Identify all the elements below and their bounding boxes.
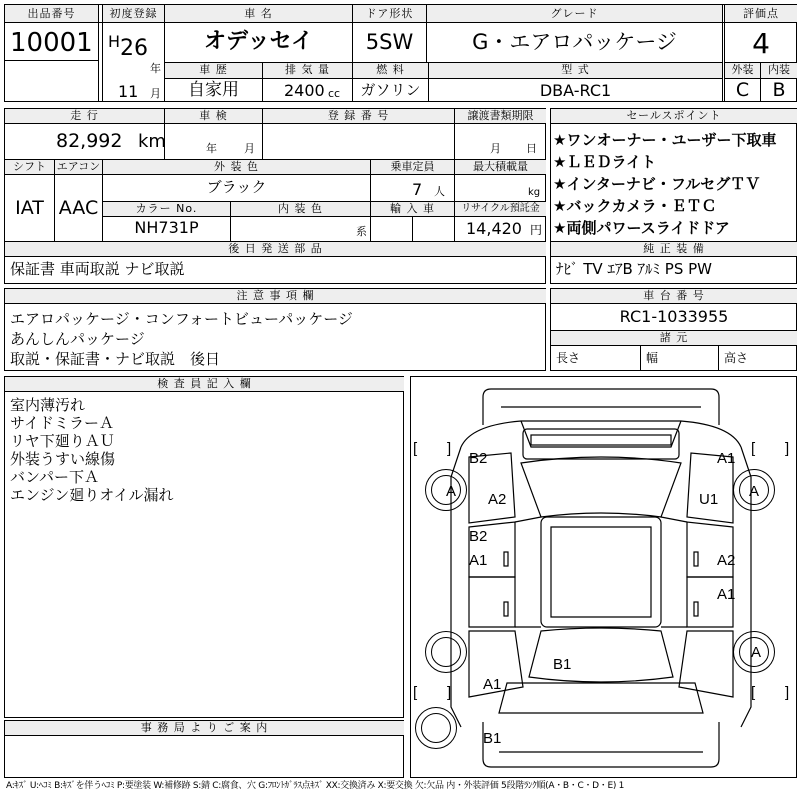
transfer-label: 譲渡書類期限	[455, 109, 546, 123]
damage-mark: B1	[553, 656, 572, 673]
model-label: 型 式	[429, 63, 722, 78]
damage-mark: A2	[717, 552, 736, 569]
line-item: ★インターナビ・フルセグＴＶ	[553, 175, 761, 193]
maxload-label: 最大積載量	[455, 160, 546, 174]
exterior-color: ブラック	[206, 178, 267, 196]
height-label: 高さ	[724, 351, 749, 365]
history-label: 車 歴	[165, 63, 262, 78]
score: 4	[752, 27, 770, 60]
line-item: サイドミラーＡ	[10, 414, 114, 432]
bracket-front-right-open: [	[751, 440, 756, 457]
bracket-rear-right-open: [	[751, 684, 756, 701]
later-parts: 保証書 車両取説 ナビ取説	[10, 260, 185, 278]
lot-no: 10001	[10, 28, 93, 58]
car-name-label: 車 名	[165, 5, 352, 22]
inspection-label: 車 検	[165, 109, 262, 123]
shift-label: シフト	[5, 160, 54, 174]
line-item: リヤ下廻りＡＵ	[10, 432, 115, 450]
score-label: 評価点	[725, 5, 797, 22]
bracket-front-right-close: ]	[785, 440, 790, 457]
car-outline-diagram	[411, 377, 796, 777]
import-label: 輸 入 車	[371, 202, 454, 216]
damage-diagram	[410, 376, 797, 778]
damage-mark: A1	[483, 676, 502, 693]
office-label: 事 務 局 よ り ご 案 内	[5, 721, 404, 735]
line-item: ★ＬＥＤライト	[553, 153, 656, 171]
intcolor-unit: 系	[356, 225, 367, 238]
damage-mark: A2	[488, 491, 507, 508]
fuel: ガソリン	[360, 81, 421, 99]
bracket-rear-right-close: ]	[785, 684, 790, 701]
exterior-label: 外装	[725, 63, 760, 78]
recycle-unit: 円	[530, 223, 543, 237]
bracket-rear-left-open: [	[413, 684, 418, 701]
transfer-day-unit: 日	[526, 142, 537, 155]
damage-mark: A1	[717, 450, 736, 467]
reg-year: 26	[120, 36, 148, 61]
line-item: 外装うすい線傷	[10, 450, 116, 468]
capacity: 7	[412, 180, 423, 199]
damage-mark: B1	[483, 730, 502, 747]
capacity-unit: 人	[434, 185, 445, 198]
width-label: 幅	[646, 351, 659, 365]
line-item: バンパー下Ａ	[10, 468, 99, 486]
line-item: 取説・保証書・ナビ取説 後日	[10, 350, 221, 368]
line-item: ★両側パワースライドドア	[553, 219, 730, 237]
capacity-label: 乗車定員	[371, 160, 454, 174]
bracket-front-left-close: ]	[447, 440, 452, 457]
ac-label: エアコン	[56, 160, 101, 173]
era: H	[108, 32, 121, 51]
lot-no-label: 出品番号	[5, 5, 98, 22]
spare-wheel-inner	[421, 713, 451, 743]
displacement-label: 排 気 量	[263, 63, 352, 78]
shift: IAT	[15, 197, 44, 219]
dims-label: 諸 元	[551, 331, 797, 345]
color-label: 外 装 色	[103, 160, 370, 174]
model-code: DBA-RC1	[539, 81, 612, 100]
inspection-month-unit: 月	[244, 142, 255, 155]
regno-label: 登 録 番 号	[263, 109, 454, 123]
damage-mark: B2	[469, 450, 488, 467]
color-number: NH731P	[134, 218, 199, 237]
wheel-rear-left-inner	[431, 637, 461, 667]
equipment-value: ﾅﾋﾞ TV ｴｱB ｱﾙﾐ PS PW	[556, 260, 712, 278]
transfer-month-unit: 月	[490, 142, 501, 155]
damage-mark: A	[751, 644, 762, 661]
damage-mark: B2	[469, 528, 488, 545]
legend: A:ｷｽﾞ U:ﾍｺﾐ B:ｷｽﾞを伴うﾍｺﾐ P:要塗装 W:補修跡 S:錆 C:腐食、穴 G:ﾌﾛﾝﾄｶﾞﾗｽ点ｷｽﾞ XX:交換済み X:要交換 欠:欠品 内・外装評価 5段階ﾗﾝｸ順(A・B・C・D・E) 1	[6, 781, 625, 791]
bracket-rear-left-close: ]	[447, 684, 452, 701]
notes-list	[10, 309, 540, 369]
mileage-label: 走 行	[5, 109, 164, 123]
damage-mark: A	[749, 483, 760, 500]
exterior-grade: C	[735, 79, 750, 101]
line-item: エアロパッケージ・コンフォートビューパッケージ	[10, 310, 353, 328]
air-conditioner: AAC	[58, 197, 99, 219]
damage-mark: A	[446, 483, 457, 500]
damage-mark: U1	[699, 491, 719, 508]
interior-label: 内装	[761, 63, 797, 78]
colorno-label: カラー No.	[103, 202, 230, 216]
damage-mark: A1	[469, 552, 488, 569]
chassis-number: RC1-1033955	[619, 307, 729, 326]
notes-label: 注 意 事 項 欄	[5, 289, 546, 303]
chassis-label: 車 台 番 号	[551, 289, 797, 303]
car-name: オデッセイ	[204, 29, 313, 54]
recycle-label: リサイクル預託金	[455, 202, 546, 216]
mileage: 82,992	[56, 130, 123, 152]
grade-label: グレード	[427, 5, 722, 22]
equipment-label: 純 正 装 備	[551, 242, 797, 256]
inspection-year-unit: 年	[206, 142, 217, 155]
maxload-unit: kg	[528, 187, 541, 198]
inspector-notes	[10, 396, 400, 504]
fuel-label: 燃 料	[353, 63, 428, 78]
interior-grade: B	[772, 79, 786, 101]
door-label: ドア形状	[353, 5, 426, 22]
later-parts-label: 後 日 発 送 部 品	[5, 242, 546, 256]
inspector-label: 検 査 員 記 入 欄	[5, 377, 404, 391]
reg-month: 11	[118, 82, 139, 101]
line-item: エンジン廻りオイル漏れ	[10, 486, 174, 504]
reg-month-unit: 月	[150, 87, 161, 100]
first-reg-label: 初度登録	[103, 5, 164, 22]
length-label: 長さ	[556, 351, 581, 365]
line-item: 室内薄汚れ	[10, 396, 86, 414]
grade: G・エアロパッケージ	[472, 30, 677, 54]
line-item: あんしんパッケージ	[10, 330, 145, 348]
bracket-front-left-open: [	[413, 440, 418, 457]
sales-points-list	[553, 129, 797, 239]
displacement-unit: cc	[328, 87, 341, 100]
sales-points-label: セールスポイント	[551, 109, 797, 123]
damage-mark: A1	[717, 586, 736, 603]
line-item: ★バックカメラ・ＥＴＣ	[553, 197, 717, 215]
mileage-unit: km	[138, 131, 166, 152]
reg-year-unit: 年	[150, 62, 161, 75]
intcolor-label: 内 装 色	[231, 202, 370, 216]
recycle-fee: 14,420	[466, 219, 522, 238]
history: 自家用	[188, 80, 239, 100]
line-item: ★ワンオーナー・ユーザー下取車	[553, 131, 777, 149]
displacement: 2400	[284, 81, 325, 100]
door-type: 5SW	[365, 30, 414, 54]
